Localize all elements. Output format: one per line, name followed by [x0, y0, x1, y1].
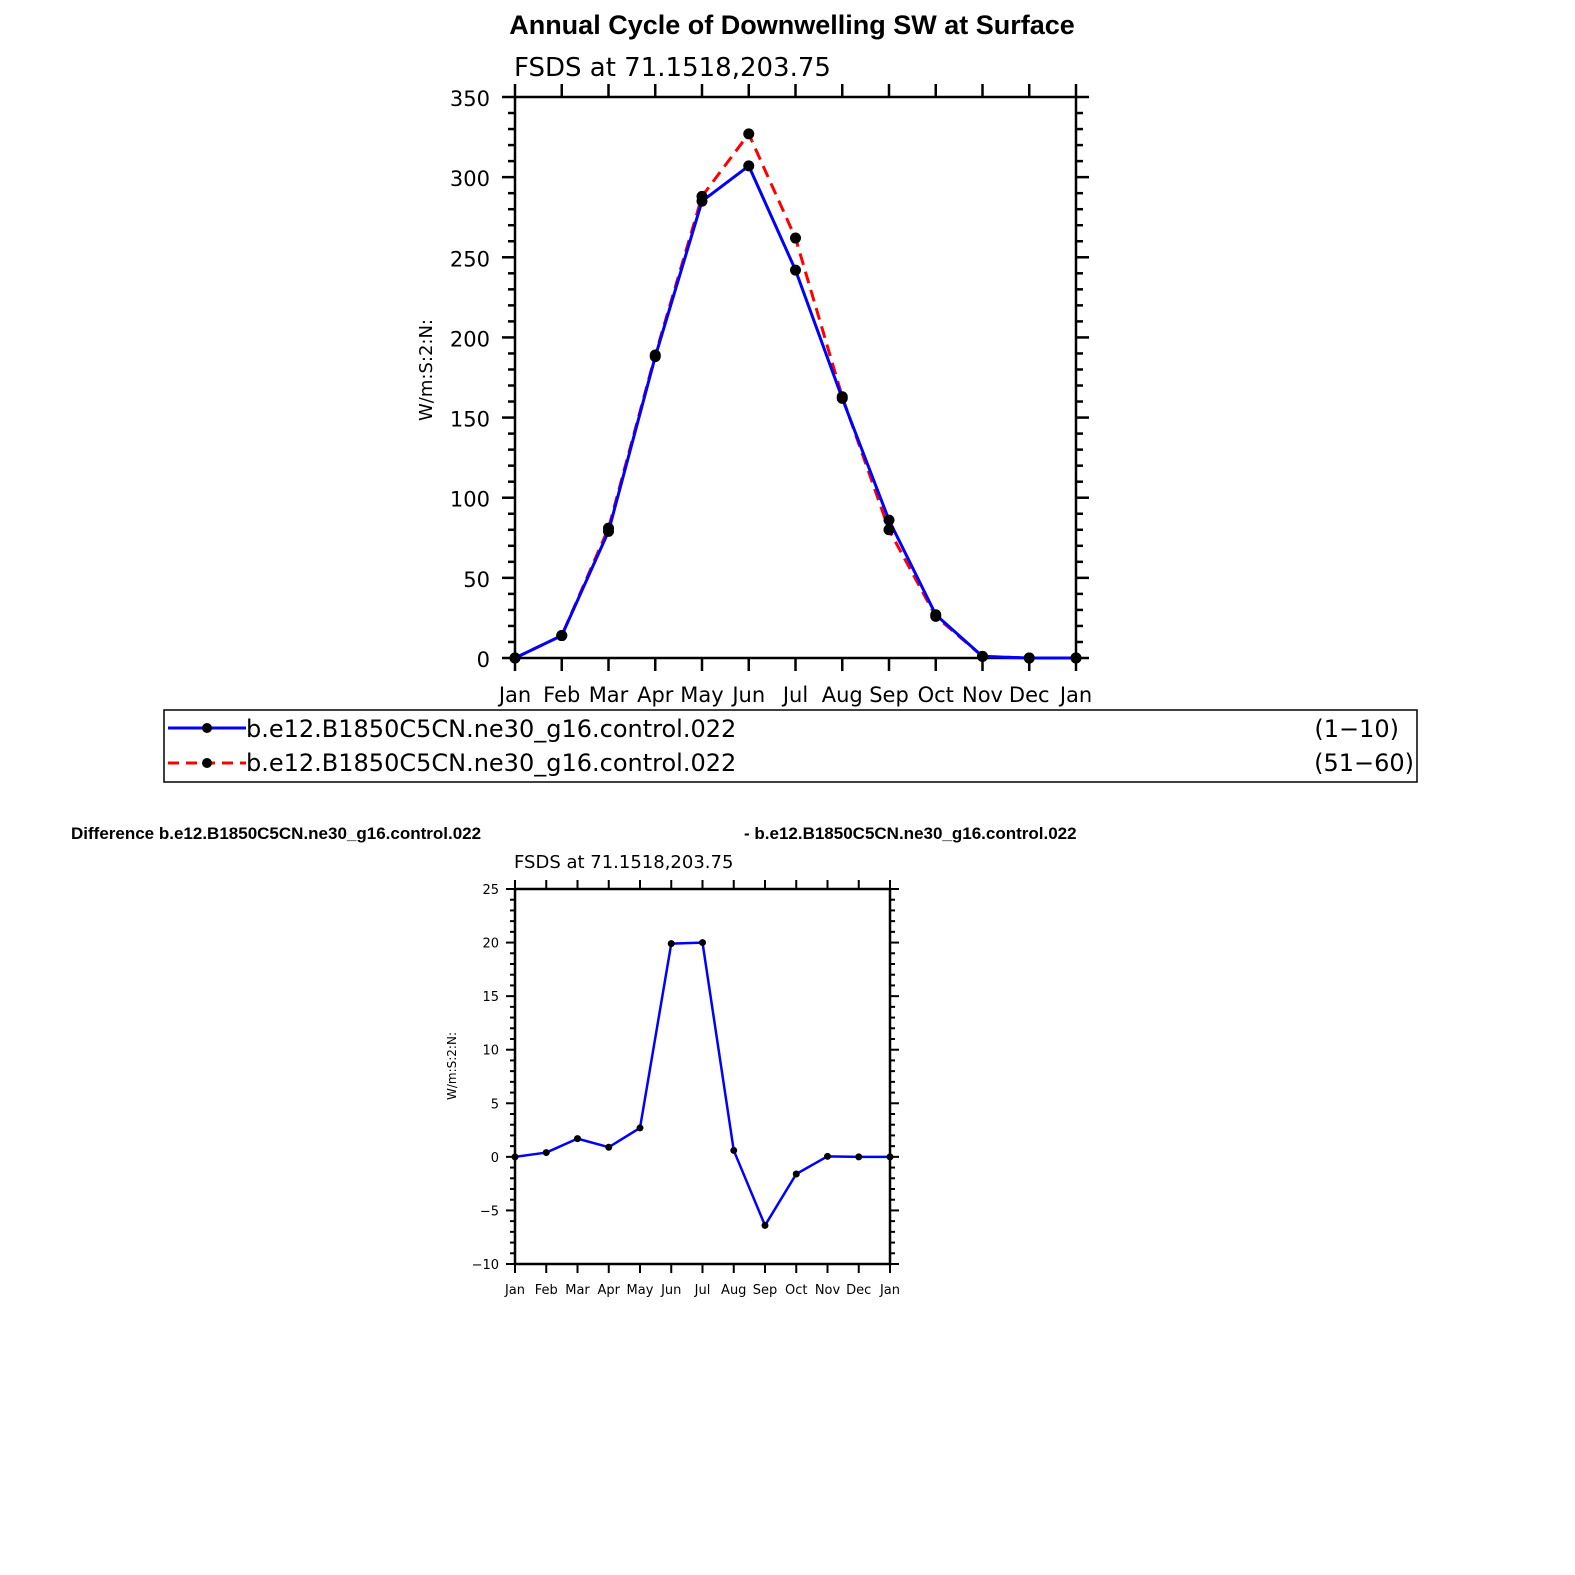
series-0-point	[512, 1153, 519, 1160]
series-1-point	[697, 191, 708, 202]
y-tick-label: 350	[449, 87, 490, 111]
series-1-point	[650, 350, 661, 361]
y-tick-label: 15	[482, 990, 499, 1006]
y-tick-label: 250	[449, 247, 490, 272]
series-0-point	[699, 939, 706, 946]
y-tick-label: 100	[449, 487, 490, 512]
diff-chart-title-right: - b.e12.B1850C5CN.ne30_g16.control.022	[744, 824, 1077, 843]
series-1-point	[884, 524, 895, 535]
main-chart-subtitle: FSDS at 71.1518,203.75	[514, 53, 831, 83]
series-0-point	[884, 515, 895, 526]
series-1-point	[1024, 653, 1035, 664]
legend-marker-2	[202, 758, 212, 768]
series-0-point	[824, 1153, 831, 1160]
series-0-point	[790, 265, 801, 276]
x-tick-label: Nov	[962, 683, 1003, 707]
diff-chart-ylabel: W/m:S:2:N:	[445, 1032, 459, 1100]
x-tick-label: Jan	[498, 683, 532, 707]
series-1-point	[1071, 653, 1082, 664]
x-tick-label: Oct	[917, 683, 954, 707]
y-tick-label: 50	[463, 567, 490, 592]
legend-marker-1	[202, 723, 212, 733]
plot-frame	[515, 97, 1076, 658]
series-0-point	[543, 1149, 550, 1156]
series-1-point	[743, 128, 754, 139]
series-0-point	[637, 1124, 644, 1131]
x-tick-label: Jun	[732, 683, 766, 707]
x-tick-label: Jan	[504, 1283, 526, 1298]
y-tick-label: 0	[490, 1150, 499, 1166]
x-tick-label: Nov	[814, 1283, 841, 1298]
x-tick-label: Mar	[588, 683, 629, 707]
y-tick-label: 20	[482, 936, 499, 952]
series-0-point	[574, 1135, 581, 1142]
series-0-point	[887, 1153, 894, 1160]
x-tick-label: May	[626, 1283, 654, 1298]
legend-period-1: (1−10)	[1314, 715, 1399, 743]
diff-chart-subtitle: FSDS at 71.1518,203.75	[514, 852, 734, 873]
main-chart-series	[510, 128, 1082, 663]
series-1-point	[603, 523, 614, 534]
x-tick-label: Oct	[785, 1283, 808, 1298]
series-line-0	[515, 943, 890, 1226]
series-1-point	[510, 653, 521, 664]
main-chart-title: Annual Cycle of Downwelling SW at Surface	[509, 10, 1075, 40]
x-tick-label: Dec	[1008, 683, 1050, 707]
diff-chart-title-left: Difference b.e12.B1850C5CN.ne30_g16.control.022	[71, 824, 482, 843]
series-1-point	[790, 233, 801, 244]
x-tick-label: Aug	[821, 683, 863, 707]
series-0-point	[855, 1153, 862, 1160]
y-tick-label: −10	[471, 1258, 499, 1273]
x-tick-label: Jul	[782, 683, 809, 707]
series-line-1	[515, 134, 1076, 658]
x-tick-label: Jan	[879, 1283, 901, 1298]
y-tick-label: 300	[449, 167, 490, 192]
series-0-point	[762, 1222, 769, 1229]
series-0-point	[793, 1171, 800, 1178]
x-tick-label: Jun	[661, 1283, 682, 1298]
diff-chart	[71, 824, 1077, 1298]
series-0-point	[743, 160, 754, 171]
y-tick-label: 200	[449, 327, 490, 352]
x-tick-label: Sep	[869, 683, 909, 707]
x-tick-label: Apr	[597, 1283, 620, 1298]
series-0-point	[668, 940, 675, 947]
legend-label-2: b.e12.B1850C5CN.ne30_g16.control.022	[246, 749, 737, 777]
y-tick-label: −5	[479, 1204, 499, 1220]
diff-chart-series	[512, 939, 894, 1229]
y-tick-label: 10	[482, 1043, 499, 1059]
x-tick-label: Mar	[565, 1283, 590, 1298]
x-tick-label: Jan	[1059, 683, 1093, 707]
series-1-point	[977, 651, 988, 662]
x-tick-label: Feb	[534, 1283, 558, 1298]
y-tick-label: 25	[482, 883, 499, 898]
x-tick-label: Jul	[694, 1283, 711, 1298]
main-chart-axes	[450, 84, 1092, 707]
x-tick-label: Sep	[752, 1283, 778, 1298]
series-1-point	[930, 611, 941, 622]
x-tick-label: Aug	[721, 1283, 747, 1298]
x-tick-label: Apr	[637, 683, 674, 707]
main-chart-ylabel: W/m:S:2:N:	[416, 319, 437, 421]
y-tick-label: 0	[476, 648, 490, 672]
legend-label-1: b.e12.B1850C5CN.ne30_g16.control.022	[246, 715, 737, 743]
y-tick-label: 150	[449, 407, 490, 432]
y-tick-label: 5	[490, 1097, 499, 1113]
legend-period-2: (51−60)	[1314, 749, 1414, 777]
legend	[164, 710, 1417, 782]
series-1-point	[556, 630, 567, 641]
x-tick-label: Feb	[543, 683, 581, 707]
main-chart	[416, 10, 1092, 707]
x-tick-label: Dec	[846, 1283, 872, 1298]
series-1-point	[837, 391, 848, 402]
series-0-point	[605, 1144, 612, 1151]
x-tick-label: May	[680, 683, 724, 707]
series-0-point	[730, 1147, 737, 1154]
